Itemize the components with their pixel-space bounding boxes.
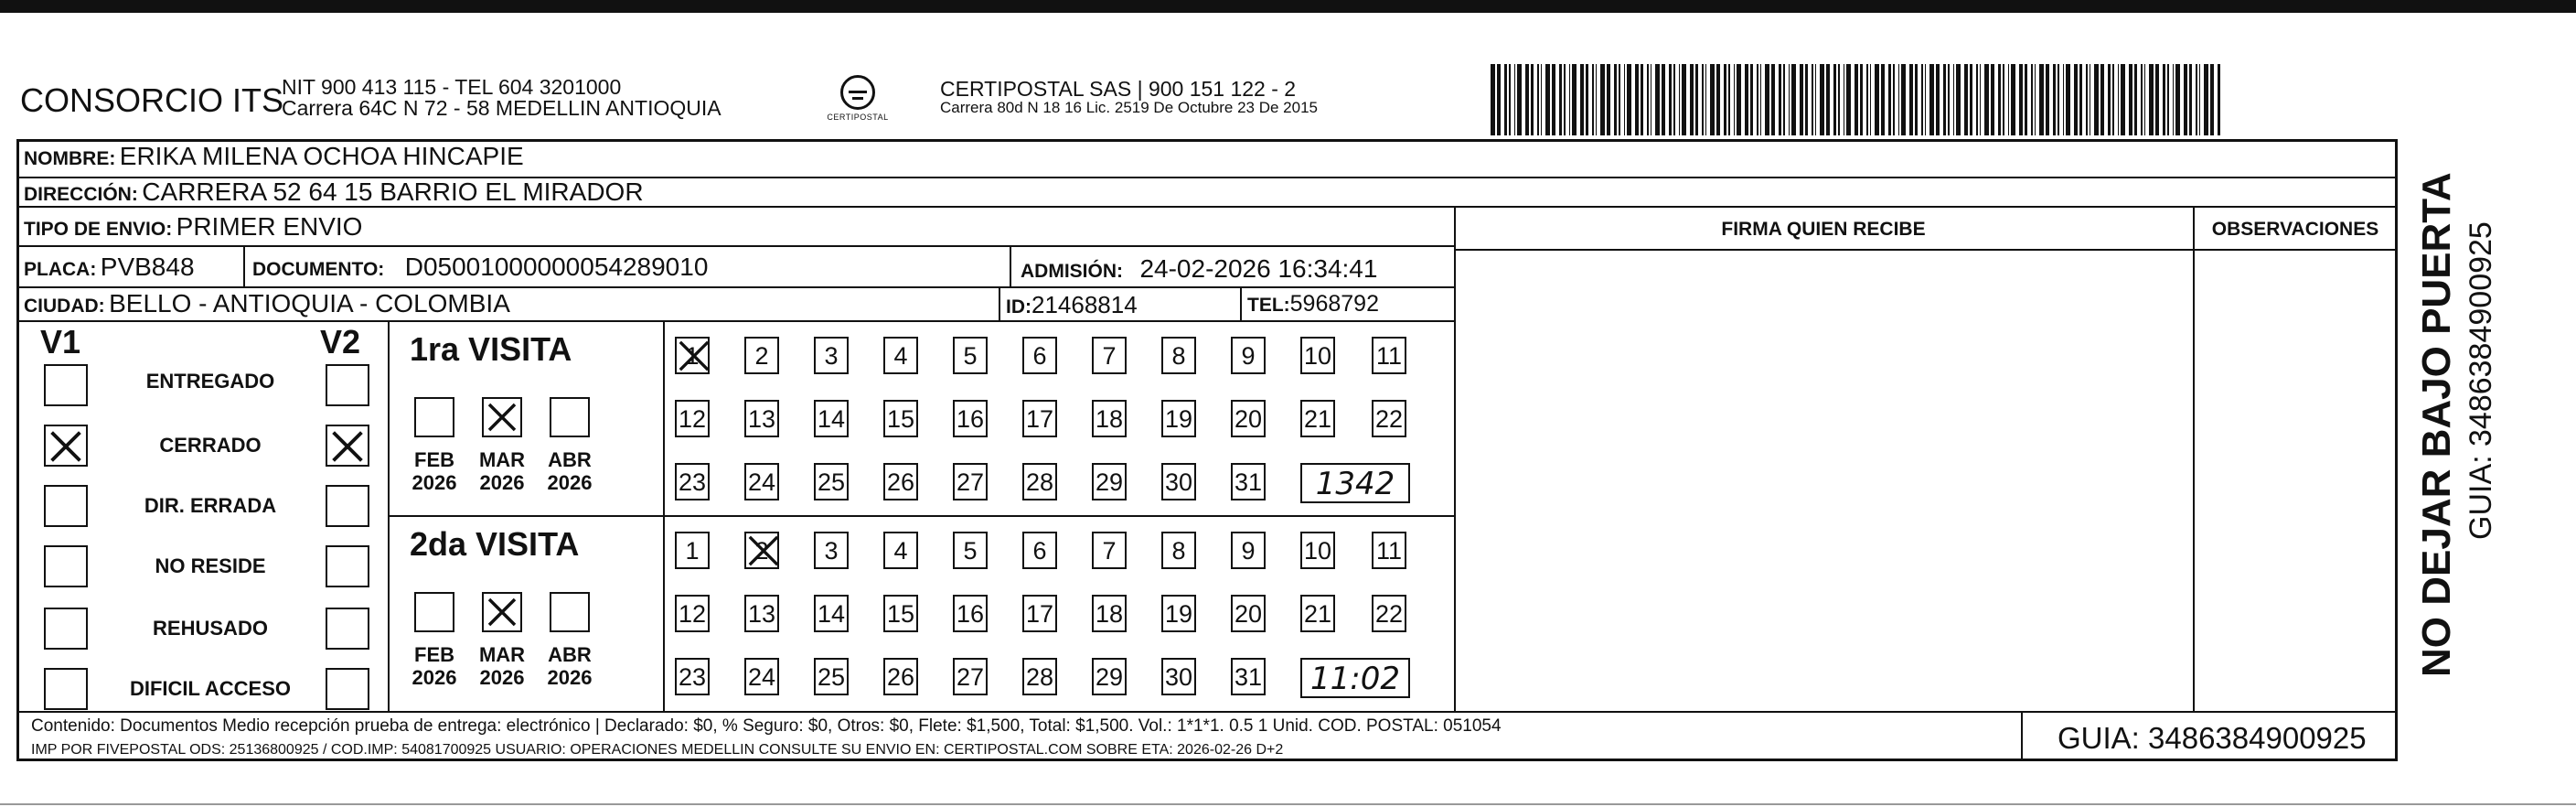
status-v1-checkbox[interactable] [44,668,88,710]
carrier-line: CERTIPOSTAL SAS | 900 151 122 - 2 [940,77,1297,101]
day-box[interactable]: 21 [1300,400,1335,437]
day-box[interactable]: 20 [1231,400,1266,437]
col-divider [2021,711,2023,761]
v1-label: V1 [40,323,81,360]
company-address: Carrera 64C N 72 - 58 MEDELLIN ANTIOQUIA [282,96,721,120]
day-box[interactable]: 14 [814,595,849,632]
placa-row [24,254,195,280]
day-box[interactable]: 19 [1161,595,1196,632]
day-box[interactable]: 12 [675,595,710,632]
day-box[interactable]: 25 [814,658,849,695]
observaciones-area[interactable] [2197,253,2396,708]
row-divider [16,245,1454,247]
day-box[interactable]: 14 [814,400,849,437]
day-box[interactable]: 12 [675,400,710,437]
day-box[interactable]: 13 [744,400,779,437]
nit-line: NIT 900 413 115 - TEL 604 3201000 [282,75,622,99]
day-box[interactable]: 6 [1022,337,1057,374]
day-box[interactable]: 2 [744,337,779,374]
observaciones-label: OBSERVACIONES [2211,219,2379,240]
row-divider [16,286,1454,288]
status-v1-checkbox[interactable] [44,425,88,467]
day-box[interactable]: 24 [744,463,779,500]
nombre-label: NOMBRE: [24,148,116,169]
day-box[interactable]: 5 [953,337,988,374]
day-box[interactable]: 6 [1022,532,1057,569]
status-v2-checkbox[interactable] [326,364,369,406]
day-box[interactable]: 11 [1372,532,1406,569]
month-checkbox[interactable] [550,397,590,437]
status-v1-checkbox[interactable] [44,545,88,587]
day-box[interactable]: 22 [1372,400,1406,437]
imp-text: IMP POR FIVEPOSTAL ODS: 25136800925 / COD.IMP: 54081700925 USUARIO: OPERACIONES MEDELLIN CONSULTE SU ENVIO EN: CERTIPOSTAL.COM SOBRE ETA: 2026-02-26 D+2 [31,742,1284,758]
day-box[interactable]: 30 [1161,658,1196,695]
day-box[interactable]: 26 [883,463,918,500]
signature-area[interactable] [1458,253,2191,708]
col-divider [663,320,665,711]
day-box[interactable]: 1 [675,337,710,374]
status-label: REHUSADO [153,617,268,640]
status-v2-checkbox[interactable] [326,545,369,587]
day-box[interactable]: 27 [953,463,988,500]
nombre-row [24,144,524,169]
col-divider [2193,206,2195,711]
day-box[interactable]: 7 [1092,337,1127,374]
day-box[interactable]: 18 [1092,595,1127,632]
firma-label: FIRMA QUIEN RECIBE [1721,219,1926,240]
day-box[interactable]: 1 [675,532,710,569]
logo-label: CERTIPOSTAL [827,113,889,122]
carrier-info [940,79,1318,115]
day-box[interactable]: 3 [814,337,849,374]
status-v1-checkbox[interactable] [44,608,88,650]
status-label: CERRADO [159,434,262,457]
visita-title: 2da VISITA [410,525,580,563]
visit-time: 1342 [1300,463,1410,503]
day-box[interactable]: 25 [814,463,849,500]
ciudad-value: BELLO - ANTIOQUIA - COLOMBIA [109,289,510,317]
day-box[interactable]: 11 [1372,337,1406,374]
month-label: ABR 2026 [547,448,593,494]
month-checkbox[interactable] [550,592,590,632]
tipo-row [24,214,362,240]
day-box[interactable]: 26 [883,658,918,695]
day-box[interactable]: 5 [953,532,988,569]
status-v2-checkbox[interactable] [326,425,369,467]
day-box[interactable]: 29 [1092,463,1127,500]
day-box[interactable]: 10 [1300,532,1335,569]
row-divider [16,320,1454,322]
day-box[interactable]: 13 [744,595,779,632]
month-label: ABR 2026 [547,643,593,689]
day-box[interactable]: 23 [675,463,710,500]
side-warning: NO DEJAR BAJO PUERTA [2414,172,2459,677]
documento-value: D05001000000054289010 [404,253,709,281]
day-box[interactable]: 9 [1231,337,1266,374]
col-divider [1010,245,1011,286]
visit-time: 11:02 [1300,658,1410,698]
day-box[interactable]: 31 [1231,463,1266,500]
ciudad-label: CIUDAD: [24,296,105,317]
side-text-area [2405,137,2570,686]
day-box[interactable]: 28 [1022,658,1057,695]
day-box[interactable]: 15 [883,400,918,437]
day-box[interactable]: 7 [1092,532,1127,569]
nombre-value: ERIKA MILENA OCHOA HINCAPIE [119,142,524,170]
day-box[interactable]: 4 [883,532,918,569]
status-label: ENTREGADO [145,370,275,393]
tipo-value: PRIMER ENVIO [176,212,363,241]
tipo-label: TIPO DE ENVIO: [24,219,173,240]
day-box[interactable]: 24 [744,658,779,695]
status-v1-checkbox[interactable] [44,485,88,527]
placa-value: PVB848 [100,253,195,281]
day-box[interactable]: 31 [1231,658,1266,695]
status-v2-checkbox[interactable] [326,668,369,710]
day-box[interactable]: 3 [814,532,849,569]
day-box[interactable]: 17 [1022,400,1057,437]
direccion-label: DIRECCIÓN: [24,184,138,205]
admision-value: 24-02-2026 16:34:41 [1139,254,1378,283]
month-checkbox[interactable] [414,592,454,632]
status-v1-checkbox[interactable] [44,364,88,406]
day-box[interactable]: 27 [953,658,988,695]
col-divider [1240,286,1242,320]
row-divider [388,515,1454,517]
ciudad-row [24,291,510,317]
direccion-row [24,179,644,205]
day-box[interactable]: 30 [1161,463,1196,500]
status-v2-checkbox[interactable] [326,608,369,650]
certipostal-logo [821,75,894,128]
company-info [282,77,721,119]
day-box[interactable]: 18 [1092,400,1127,437]
admision-label: ADMISIÓN: [1021,261,1123,282]
day-box[interactable]: 29 [1092,658,1127,695]
day-box[interactable]: 21 [1300,595,1335,632]
col-divider [999,286,1000,320]
day-box[interactable]: 4 [883,337,918,374]
day-box[interactable]: 8 [1161,337,1196,374]
barcode-icon [1491,64,2222,135]
logo-icon [840,75,875,110]
tel-value: 5968792 [1289,291,1379,317]
day-box[interactable]: 2 [744,532,779,569]
status-v2-checkbox[interactable] [326,485,369,527]
row-divider [1454,249,2398,251]
footer-guia: GUIA: 3486384900925 [2058,721,2367,755]
month-checkbox[interactable] [482,397,522,437]
placa-label: PLACA: [24,259,97,280]
tel-label: TEL: [1247,295,1290,316]
month-label: FEB 2026 [412,448,457,494]
id-label: ID: [1006,296,1031,317]
admision-row [1021,256,1377,282]
month-label: MAR 2026 [478,448,526,494]
side-guia: GUIA: 3486384900925 [2464,221,2498,540]
id-value: 21468814 [1031,291,1138,318]
tel-row [1247,293,1379,316]
documento-label: DOCUMENTO: [252,259,385,280]
bottom-edge [0,803,2576,805]
carrier-address: Carrera 80d N 18 16 Lic. 2519 De Octubre 23 De 2015 [940,99,1318,116]
row-divider [16,711,2398,713]
day-box[interactable]: 16 [953,400,988,437]
month-checkbox[interactable] [482,592,522,632]
day-box[interactable]: 23 [675,658,710,695]
status-label: DIR. ERRADA [144,494,277,517]
day-box[interactable]: 15 [883,595,918,632]
day-box[interactable]: 8 [1161,532,1196,569]
visita-title: 1ra VISITA [410,330,572,368]
company-name: CONSORCIO ITS [20,81,284,119]
documento-row [252,254,708,280]
day-box[interactable]: 22 [1372,595,1406,632]
day-box[interactable]: 16 [953,595,988,632]
col-divider [1454,206,1456,711]
day-box[interactable]: 19 [1161,400,1196,437]
status-label: DIFICIL ACCESO [129,677,291,700]
month-label: FEB 2026 [412,643,457,689]
row-divider [16,206,2398,208]
month-label: MAR 2026 [478,643,526,689]
day-box[interactable]: 17 [1022,595,1057,632]
status-label: NO RESIDE [155,554,266,577]
day-box[interactable]: 20 [1231,595,1266,632]
day-box[interactable]: 9 [1231,532,1266,569]
day-box[interactable]: 10 [1300,337,1335,374]
month-checkbox[interactable] [414,397,454,437]
id-row [1006,293,1138,317]
contenido-text: Contenido: Documentos Medio recepción prueba de entrega: electrónico | Declarado: $0, % Seguro: $0, Otros: $0, Flete: $1,500, Total: $1,500. Vol.: 1*1*1. 0.5 1 Unid. COD. POSTAL: 051054 [31,716,1502,736]
day-box[interactable]: 28 [1022,463,1057,500]
top-edge-bar [0,0,2576,13]
v2-label: V2 [320,323,361,360]
col-divider [243,245,245,286]
direccion-value: CARRERA 52 64 15 BARRIO EL MIRADOR [142,178,644,206]
